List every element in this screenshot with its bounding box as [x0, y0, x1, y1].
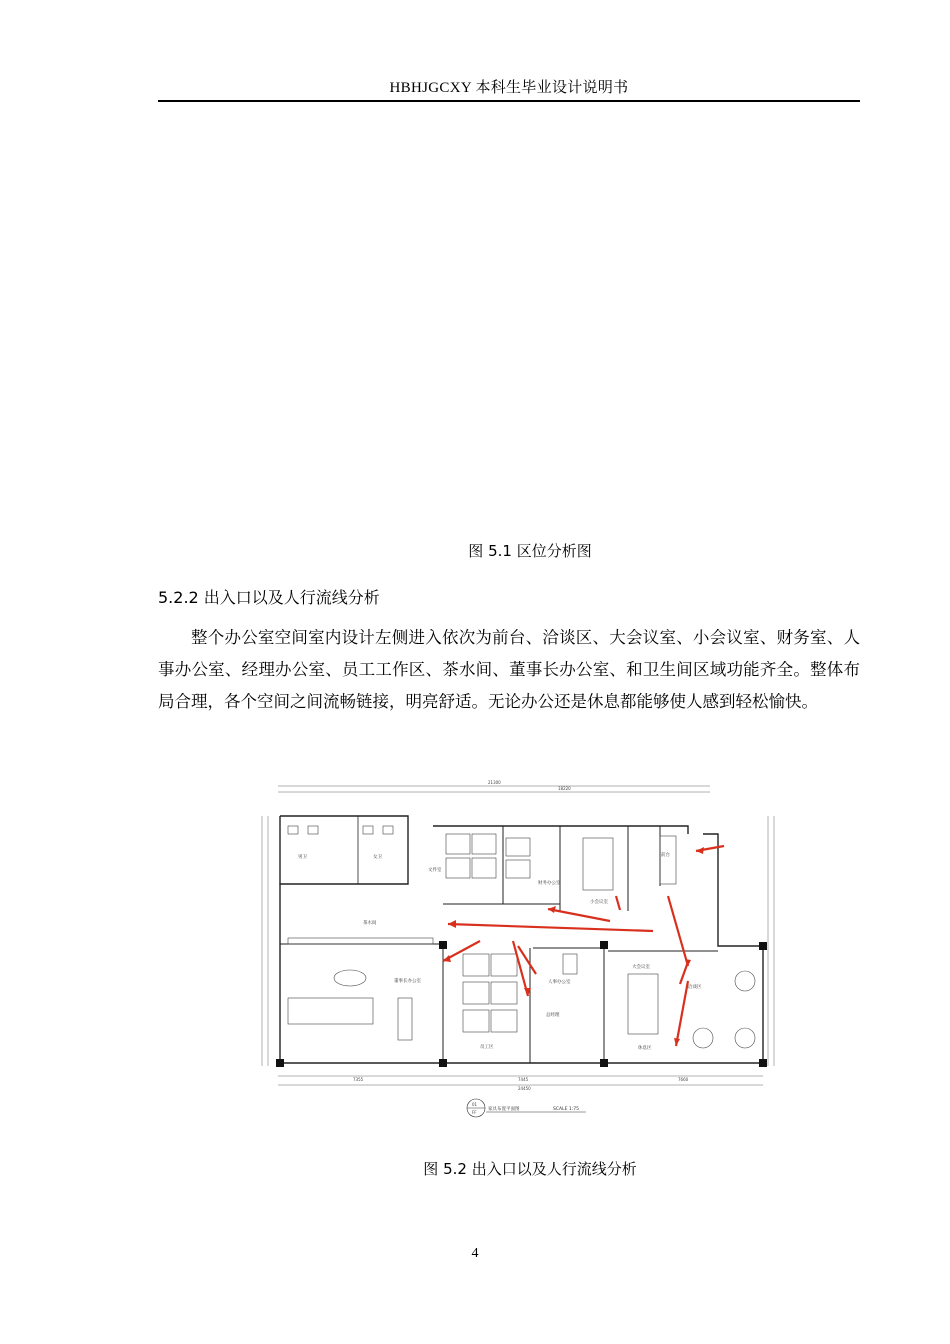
room-tea: 茶水间	[363, 921, 377, 926]
floor-plan-drawing	[248, 776, 778, 1128]
room-finance: 财务办公室	[538, 881, 561, 886]
dim-bottom-1: 7355	[353, 1077, 364, 1082]
figure-5-1-caption: 图 5.1 区位分析图	[468, 542, 592, 560]
dim-bottom-2: 7445	[518, 1077, 529, 1082]
room-hr: 人事办公室	[548, 980, 571, 985]
page-number: 4	[471, 1246, 479, 1261]
floor-plan-figure	[248, 776, 778, 1128]
dim-bottom-total: 24450	[518, 1086, 531, 1091]
room-lounge: 洽谈区	[688, 985, 702, 990]
room-manager: 总经理	[546, 1013, 560, 1018]
title-sub: FF	[472, 1110, 477, 1115]
title-text: 家具布置平面图	[488, 1107, 520, 1112]
dim-bottom-3: 7660	[678, 1077, 689, 1082]
section-paragraph: 整个办公室空间室内设计左侧进入依次为前台、洽谈区、大会议室、小会议室、财务室、人事办公室、经理办公室、员工工作区、茶水间、董事长办公室、和卫生间区域功能齐全。整体布局合理，各个空间之间流畅链接，明亮舒适。无论办公还是休息都能够使人感到轻松愉快。	[158, 628, 860, 711]
page-header: HBHJGCXY 本科生毕业设计说明书	[389, 80, 629, 96]
section-title: 5.2.2 出入口以及人行流线分析	[158, 588, 380, 607]
room-reception: 前台	[661, 853, 670, 858]
title-scale: SCALE 1:75	[553, 1107, 579, 1112]
room-male-wc: 男卫	[298, 855, 307, 860]
room-big-meeting: 大会议室	[632, 965, 650, 970]
dim-top-right: 18220	[558, 786, 571, 791]
room-staff: 员工区	[480, 1045, 494, 1050]
room-break: 休息区	[638, 1046, 652, 1051]
header-rule	[158, 100, 860, 102]
title-num: 01	[472, 1102, 478, 1107]
dim-top-total: 21300	[488, 780, 501, 785]
room-female-wc: 女卫	[373, 855, 382, 860]
room-small-meeting: 小会议室	[590, 900, 608, 905]
room-director: 董事长办公室	[394, 979, 421, 984]
room-storage: 文件室	[428, 868, 442, 873]
figure-5-2-caption: 图 5.2 出入口以及人行流线分析	[423, 1160, 637, 1178]
